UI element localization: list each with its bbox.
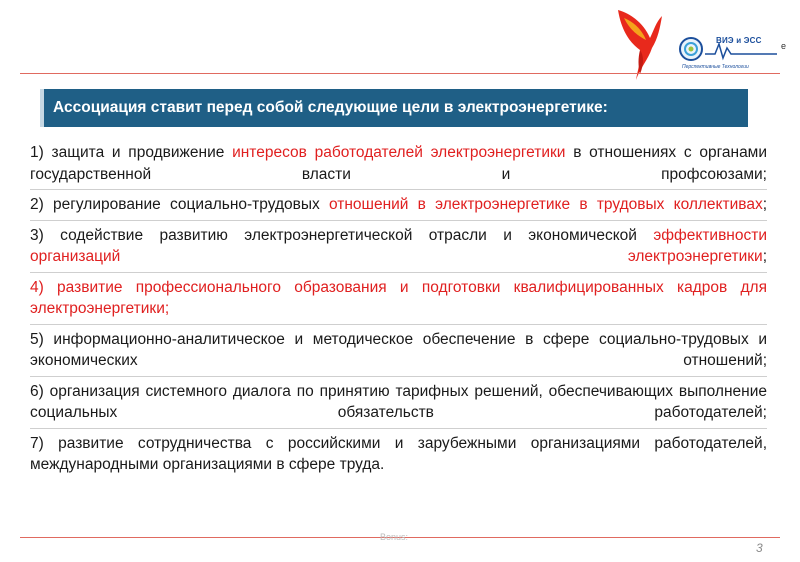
goal-item-3 [30,225,767,268]
goal-item-1 [30,142,767,185]
logo-name: ВИЭ и ЭСС [716,36,762,45]
goal-tail: ; [762,196,768,213]
goal-item-6 [30,381,767,424]
goal-item-4 [30,277,767,320]
goal-highlight: интересов работодателей электроэнергетики [232,144,566,161]
goal-item-5 [30,329,767,372]
goal-text: 3) содействие развитию электроэнергетической отрасли и экономической [30,226,654,244]
logo-subtitle: Перспективные Технологии [682,64,749,70]
logo-edge-letter: е [781,41,787,51]
divider [30,324,767,325]
footer-text: Bonus: [380,532,409,542]
goal-text: 7) развитие сотрудничества с российскими и зарубежными организациями работодателей, международными организациями в сфере труда. [30,434,767,473]
bird-logo-icon [610,4,670,84]
page-number: 3 [756,541,763,555]
goal-item-7 [30,433,767,476]
goal-text: 6) организация системного диалога по принятию тарифных решений, обеспечивающих выполнение социальных обязательств работодателей; [30,382,767,421]
divider [30,220,767,221]
goal-item-2 [30,194,767,216]
slide-title: Ассоциация ставит перед собой следующие цели в электроэнергетике: [53,99,608,116]
goal-text: 2) регулирование социально-трудовых [30,196,329,213]
top-rule [20,73,780,74]
goal-highlight: отношений в электроэнергетике в трудовых коллективах [328,196,763,213]
goal-highlight: 4) развитие профессионального образования и подготовки квалифицированных кадров для электроэнергетики; [30,278,767,317]
header-bar [40,89,748,127]
goal-highlight: эффективности организаций электроэнергетики [30,226,767,265]
divider [30,189,767,190]
goal-text: 5) информационно-аналитическое и методическое обеспечение в сфере социально-трудовых и экономических отношений; [30,330,767,369]
divider [30,428,767,429]
divider [30,376,767,377]
goals-list [30,142,767,476]
goal-tail: ; [762,248,767,265]
goal-tail: в отношениях с органами государственной власти и профсоюзами; [30,144,767,183]
divider [30,272,767,273]
goal-text: 1) защита и продвижение [30,144,233,161]
